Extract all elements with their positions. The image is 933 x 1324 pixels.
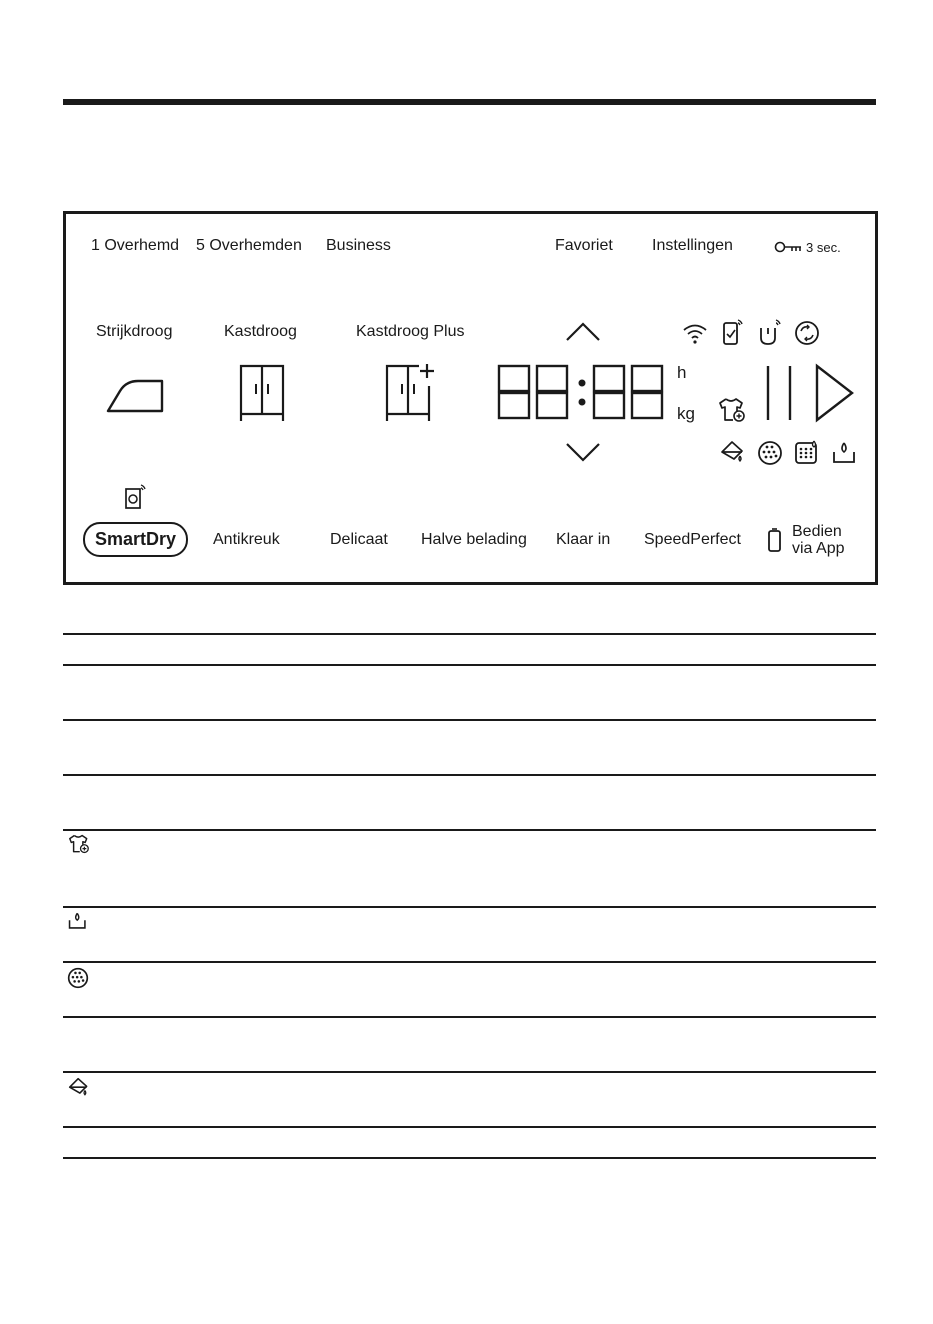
- water-tank-icon: [832, 440, 858, 466]
- label-5-shirts[interactable]: 5 Overhemden: [196, 237, 302, 254]
- table-rule: [63, 906, 876, 908]
- table-water-tank-icon: [67, 911, 89, 936]
- label-favourite[interactable]: Favoriet: [555, 237, 613, 254]
- key-icon[interactable]: [774, 241, 802, 253]
- remote-start-icon: [722, 318, 744, 346]
- unit-hours: h: [677, 363, 687, 382]
- smart-sensor-icon: [758, 318, 782, 346]
- table-rule: [63, 961, 876, 963]
- table-rule: [63, 1071, 876, 1073]
- table-rule: [63, 664, 876, 666]
- smartdry-washer-icon: [124, 484, 148, 510]
- label-ready-in[interactable]: Klaar in: [556, 531, 611, 548]
- label-1-shirt[interactable]: 1 Overhemd: [91, 237, 180, 254]
- label-cupboard-dry: Kastdroog: [224, 323, 297, 340]
- table-rule: [63, 829, 876, 831]
- iron-icon[interactable]: [106, 377, 166, 413]
- table-shirt-plus-icon: [67, 834, 91, 859]
- table-rule: [63, 1157, 876, 1159]
- lock-duration-label: 3 sec.: [806, 240, 841, 255]
- table-rule: [63, 719, 876, 721]
- wifi-icon: [682, 322, 708, 344]
- table-rule: [63, 774, 876, 776]
- chevron-up-icon[interactable]: [565, 322, 601, 342]
- top-rule: [63, 99, 876, 105]
- phone-icon[interactable]: [767, 527, 783, 553]
- table-rule: [63, 633, 876, 635]
- cupboard-icon[interactable]: [239, 364, 285, 422]
- time-weight-display: [497, 364, 669, 422]
- label-cupboard-dry-plus: Kastdroog Plus: [356, 323, 465, 340]
- drum-clean-icon: [793, 319, 821, 347]
- label-app-control-line1[interactable]: Bedien: [792, 523, 842, 540]
- table-rule: [63, 1126, 876, 1128]
- table-filter-dots-icon: [67, 967, 89, 994]
- label-business[interactable]: Business: [326, 237, 391, 254]
- label-anti-crease[interactable]: Antikreuk: [213, 531, 280, 548]
- label-settings[interactable]: Instellingen: [652, 237, 733, 254]
- label-app-control-line2[interactable]: via App: [792, 540, 845, 557]
- filter-grid-icon: [794, 440, 820, 466]
- filter-dots-icon: [757, 440, 783, 466]
- label-speed-perfect[interactable]: SpeedPerfect: [644, 531, 741, 548]
- table-rule: [63, 1016, 876, 1018]
- chevron-down-icon[interactable]: [565, 442, 601, 462]
- label-delicate[interactable]: Delicaat: [330, 531, 388, 548]
- smartdry-button[interactable]: SmartDry: [83, 522, 188, 557]
- pause-icon[interactable]: [764, 364, 794, 422]
- label-iron-dry: Strijkdroog: [96, 323, 173, 340]
- table-condenser-clean-icon: [67, 1077, 91, 1104]
- play-icon[interactable]: [815, 364, 855, 422]
- label-half-load[interactable]: Halve belading: [421, 531, 527, 548]
- shirt-plus-icon: [718, 397, 746, 423]
- condenser-clean-icon: [720, 440, 746, 466]
- unit-kg: kg: [677, 404, 695, 423]
- cupboard-plus-icon[interactable]: [385, 362, 439, 422]
